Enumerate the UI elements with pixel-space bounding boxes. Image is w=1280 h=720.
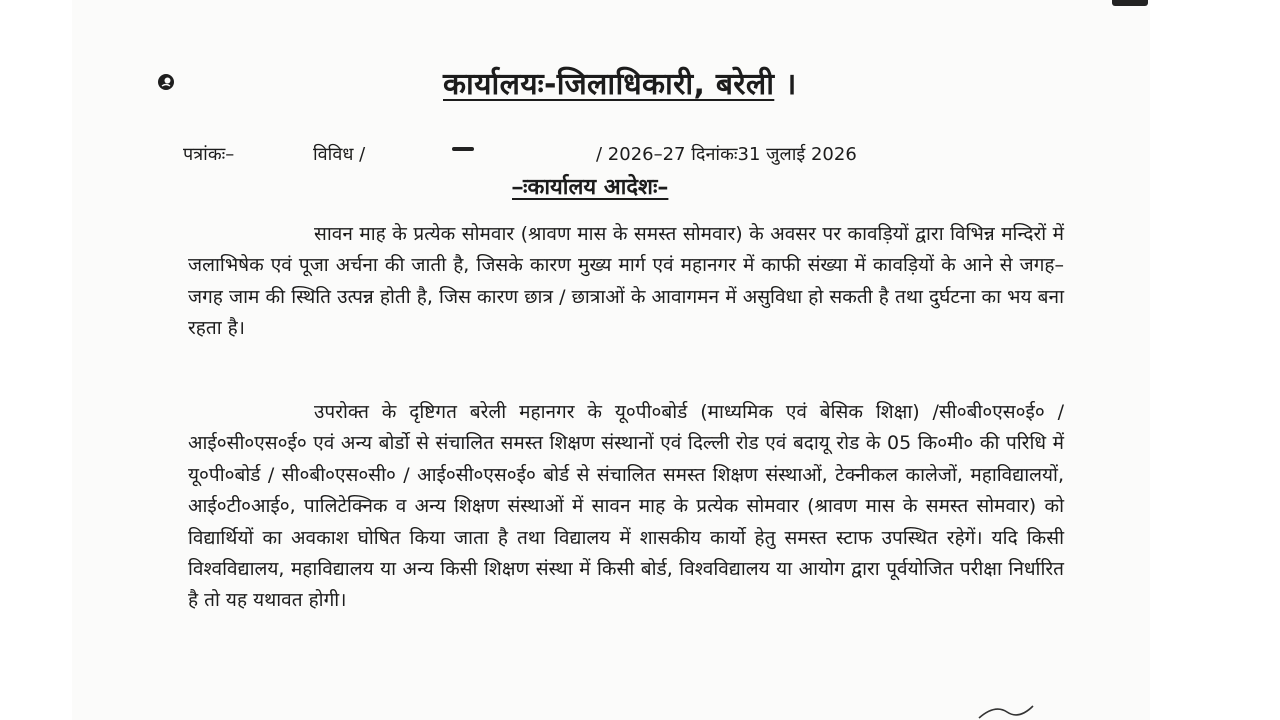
order-heading [512, 171, 668, 201]
reference-label: पत्रांकः– [183, 144, 235, 165]
office-title-text: कार्यालयः-जिलाधिकारी, बरेली [443, 67, 775, 102]
reference-number-mark [452, 147, 474, 151]
office-title [443, 62, 797, 103]
corner-ink-mark [1112, 0, 1148, 6]
reference-category: विविध / [313, 144, 366, 165]
signature-stroke-icon [975, 700, 1035, 720]
order-heading-text: –ःकार्यालय आदेशः– [512, 175, 669, 200]
paragraph-reason: सावन माह के प्रत्येक सोमवार (श्रावण मास के समस्त सोमवार) के अवसर पर कावड़ियों द्वारा विभिन्न मन्दिरों में जलाभिषेक एवं पूजा अर्चना की जाती है, जिसके कारण मुख्य मार्ग एवं महानगर में काफी संख्या में कावड़ियों के आने से जगह–जगह जाम की स्थिति उत्पन्न होती है, जिस कारण छात्र / छात्राओं के आवागमन में असुविधा हो सकती है तथा दुर्घटना का भय बना रहता है। [188, 223, 1064, 340]
reference-year-date: / 2026–27 दिनांकः31 जुलाई 2026 [596, 144, 857, 165]
office-title-end: । [785, 67, 797, 102]
punch-hole-icon [156, 72, 176, 92]
paragraph-order: उपरोक्त के दृष्टिगत बरेली महानगर के यू०पी०बोर्ड (माध्यमिक एवं बेसिक शिक्षा) /सी०बी०एस०ई० / आई०सी०एस०ई० एवं अन्य बोर्डो से संचालित समस्त शिक्षण संस्थानों एवं दिल्ली रोड एवं बदायू रोड के 05 कि०मी० की परिधि में यू०पी०बोर्ड / सी०बी०एस०सी० / आई०सी०एस०ई० बोर्ड से संचालित समस्त शिक्षण संस्थाओं, टेक्नीकल कालेजों, महाविद्यालयों, आई०टी०आई०, पालिटेक्निक व अन्य शिक्षण संस्थाओं में सावन माह के प्रत्येक सोमवार (श्रावण मास के समस्त सोमवार) को विद्यार्थियों का अवकाश घोषित किया जाता है तथा विद्यालय में शासकीय कार्यो हेतु समस्त स्टाफ उपस्थित रहेगें। यदि किसी विश्वविद्यालय, महाविद्यालय या अन्य किसी शिक्षण संस्था में किसी बोर्ड, विश्वविद्यालय या आयोग द्वारा पूर्वयोजित परीक्षा निर्धारित है तो यह यथावत होगी। [188, 401, 1064, 612]
